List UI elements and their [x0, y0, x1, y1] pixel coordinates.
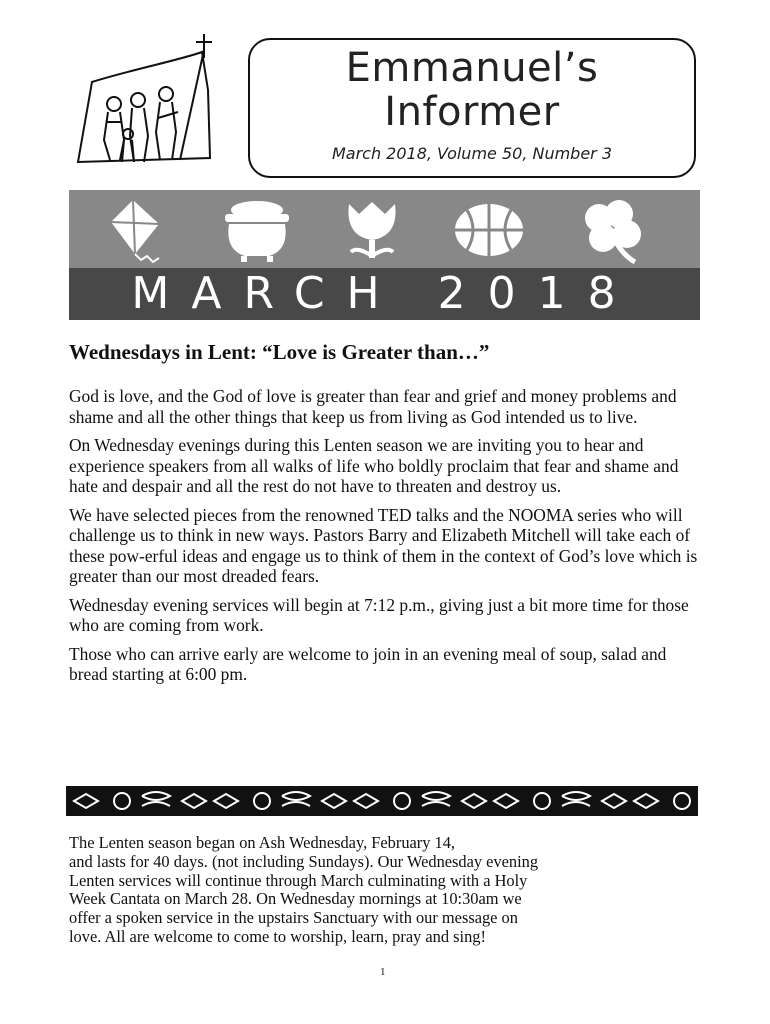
lenten-line: Week Cantata on March 28. On Wednesday mornings at 10:30am we — [69, 889, 522, 909]
ornament-pattern-icon — [66, 786, 698, 816]
kite-icon — [99, 196, 179, 266]
banner-icon-strip — [69, 190, 700, 268]
newsletter-title-line2: Informer — [384, 89, 560, 135]
basketball-icon — [449, 196, 529, 266]
lenten-line: love. All are welcome to come to worship, learn, pray and sing! — [69, 926, 486, 946]
article-paragraph: Wednesday evening services will begin at 7:12 p.m., giving just a bit more time for those who are coming from work. — [69, 594, 689, 635]
issue-subtitle: March 2018, Volume 50, Number 3 — [331, 144, 613, 163]
article-paragraph: We have selected pieces from the renowned TED talks and the NOOMA series who will challenge us to think in new ways. Pastors Barry and Elizabeth Mitchell will take each of these pow-erful ideas and engage us to think of them in the context of God’s love which is greater than our most dreaded fears. — [69, 504, 698, 586]
article-heading: Wednesdays in Lent: “Love is Greater than…” — [69, 340, 490, 364]
lenten-season-text — [69, 834, 709, 947]
tulip-icon — [337, 196, 407, 266]
church-family-logo-icon — [70, 30, 220, 180]
banner-month-text: MARCH 2018 — [69, 268, 700, 320]
article-body — [69, 386, 704, 693]
lenten-line: and lasts for 40 days. (not including Sundays). Our Wednesday evening — [69, 851, 539, 871]
article-paragraph: On Wednesday evenings during this Lenten season we are inviting you to hear and experience speakers from all walks of life who boldly proclaim that fear and shame and hate and despair and all the rest do not have to threaten and destroy us. — [69, 435, 679, 496]
month-banner — [69, 190, 700, 320]
lenten-line: Lenten services will continue through March culminating with a Holy — [69, 870, 528, 890]
newsletter-title-line1: Emmanuel’s — [345, 45, 599, 91]
pot-of-gold-icon — [217, 196, 297, 266]
lenten-line: The Lenten season began on Ash Wednesday, February 14, — [69, 833, 456, 852]
article-paragraph: God is love, and the God of love is greater than fear and grief and money problems and shame and all the other things that keep us from living as God intended us to live. — [69, 386, 677, 427]
article-paragraph: Those who can arrive early are welcome to join in an evening meal of soup, salad and bread starting at 6:00 pm. — [69, 643, 667, 684]
shamrock-icon — [569, 196, 659, 266]
page-number: 1 — [380, 966, 386, 978]
lenten-line: offer a spoken service in the upstairs Sanctuary with our message on — [69, 908, 518, 928]
decorative-border-divider — [66, 786, 698, 816]
masthead-box — [248, 38, 696, 178]
